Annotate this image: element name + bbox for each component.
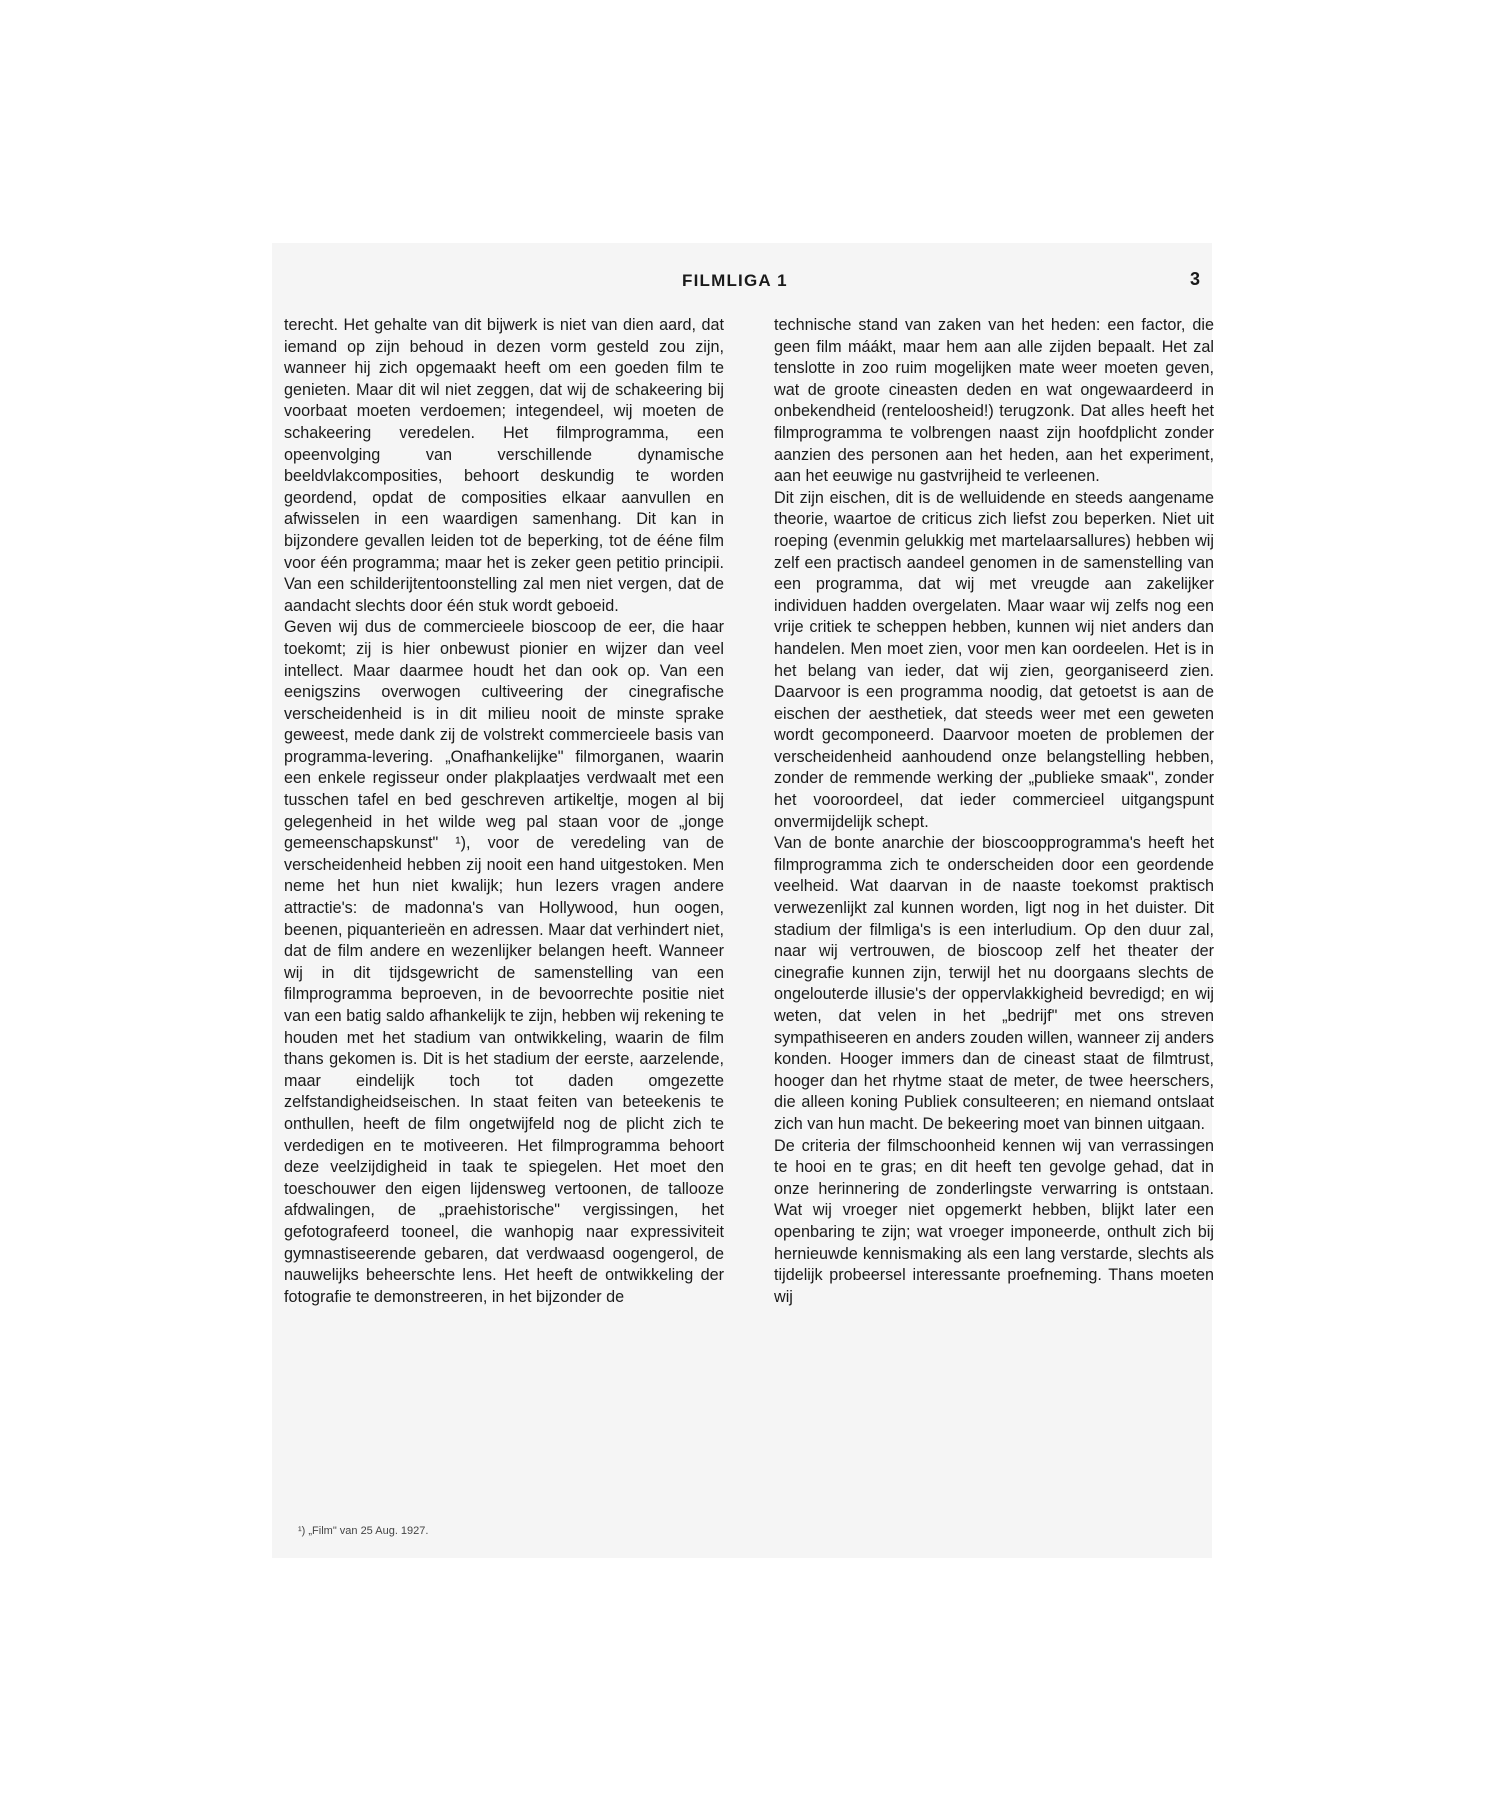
magazine-page: [272, 243, 1212, 1558]
left-column: [284, 315, 724, 1308]
right-column: [774, 315, 1214, 1308]
page-number: 3: [1189, 269, 1200, 289]
paragraph: De criteria der filmschoonheid kennen wij van verrassingen te hooi en te gras; en dit heeft ten gevolge gehad, dat in onze herinnering de zonderlingste verwarring is ontstaan. Wat wij vroeger niet opgemerkt hebben, blijkt later een openbaring te zijn; wat vroeger imponeerde, onthult zich bij hernieuwde kennismaking als een lang verstarde, slechts als tijdelijk probeersel interessante proefneming. Thans moeten wij: [774, 1136, 1214, 1306]
paragraph: terecht. Het gehalte van dit bijwerk is niet van dien aard, dat iemand op zijn behoud in dezen vorm gesteld zou zijn, wanneer hij zich opgemaakt heeft om een goeden film te genieten. Maar dit wil niet zeggen, dat wij de schakeering bij voorbaat moeten verdoemen; integendeel, wij moeten de schakeering veredelen. Het filmprogramma, een opeenvolging van verschillende dynamische beeldvlakcomposities, behoort deskundig te worden geordend, opdat de composities elkaar aanvullen en afwisselen in een waardigen samenhang. Dit kan in bijzondere gevallen leiden tot de beperking, tot de ééne film voor één programma; maar het is zeker geen petitio principii. Van een schilderijtentoonstelling zal men niet vergen, dat de aandacht slechts door één stuk wordt geboeid.: [284, 316, 724, 615]
paragraph: technische stand van zaken van het heden: een factor, die geen film máákt, maar hem aan alle zijden bepaalt. Het zal tenslotte in zoo ruim mogelijken mate weer moeten geven, wat de groote cineasten deden en wat ongewaardeerd in onbekendheid (renteloosheid!) terugzonk. Dat alles heeft het filmprogramma te volbrengen naast zijn hoofdplicht zonder aanzien des personen aan het heden, aan het experiment, aan het eeuwige nu gastvrijheid te verleenen.: [774, 316, 1214, 486]
paragraph: Dit zijn eischen, dit is de welluidende en steeds aangename theorie, waartoe de criticus zich liefst zou beperken. Niet uit roeping (evenmin gelukkig met martelaarsallures) hebben wij zelf een practisch aandeel genomen in de samenstelling van een programma, dat wij met vreugde aan zakelijker individuen hadden overgelaten. Maar waar wij zelfs nog een vrije critiek te scheppen hebben, kunnen wij niet anders dan handelen. Men moet zien, voor men kan oordeelen. Het is in het belang van ieder, dat wij zien, georganiseerd zien. Daarvoor is een programma noodig, dat getoetst is aan de eischen der aesthetiek, dat steeds weer met een geweten wordt gecomponeerd. Daarvoor moeten de problemen der verscheidenheid aanhoudend onze belangstelling hebben, zonder de remmende werking der „publieke smaak", zonder het vooroordeel, dat ieder commercieel uitgangspunt onvermijdelijk schept.: [774, 488, 1214, 831]
paragraph: Geven wij dus de commercieele bioscoop de eer, die haar toekomt; zij is hier onbewust pionier en wijzer dan veel intellect. Maar daarmee houdt het dan ook op. Van een eenigszins overwogen cultiveering der cinegrafische verscheidenheid is in dit milieu nooit de minste sprake geweest, mede dank zij de volstrekt commercieele basis van programma-levering. „Onafhankelijke" filmorganen, waarin een enkele regisseur onder plakplaatjes verdwaalt met een tusschen tafel en bed geschreven artikeltje, mogen al bij gelegenheid in het wilde weg pal staan voor de „jonge gemeenschapskunst" ¹), voor de veredeling van de verscheidenheid hebben zij nooit een hand uitgestoken. Men neme het hun niet kwalijk; hun lezers vragen andere attractie's: de madonna's van Hollywood, hun oogen, beenen, piquanterieën en adressen. Maar dat verhindert niet, dat de film andere en wezenlijker belangen heeft. Wanneer wij in dit tijdsgewricht de samenstelling van een filmprogramma beproeven, in de bevoorrechte positie niet van een batig saldo afhankelijk te zijn, hebben wij rekening te houden met het stadium van ontwikkeling, waarin de film thans gekomen is. Dit is het stadium der eerste, aarzelende, maar eindelijk toch tot daden omgezette zelfstandigheidseischen. In staat feiten van beteekenis te onthullen, heeft de film ongetwijfeld nog de plicht zich te verdedigen en te motiveeren. Het filmprogramma behoort deze veelzijdigheid in taak te spiegelen. Het moet den toeschouwer den eigen lijdensweg vertoonen, de tallooze afdwalingen, de „praehistorische" vergissingen, het gefotografeerd tooneel, die wanhopig naar expressiviteit gymnastiseerende gebaren, dat verdwaasd oogengerol, de nauwelijks beheerschte lens. Het heeft de ontwikkeling der fotografie te demonstreeren, in het bijzonder de: [284, 618, 724, 1306]
paragraph: Van de bonte anarchie der bioscoopprogramma's heeft het filmprogramma zich te onderscheiden door een geordende veelheid. Wat daarvan in de naaste toekomst praktisch verwezenlijkt zal kunnen worden, ligt nog in het duister. Dit stadium der filmliga's is een interludium. Op den duur zal, naar wij vertrouwen, de bioscoop zelf het theater der cinegrafie kunnen zijn, terwijl het nu doorgaans slechts de ongelouterde illusie's der oppervlakkigheid bevredigd; en wij weten, dat velen in het „bedrijf" met ons streven sympathiseeren en anders zouden willen, wanneer zij anders konden. Hooger immers dan de cineast staat de filmtrust, hooger dan het rhytme staat de meter, de twee heerschers, die alleen koning Publiek consulteeren; en niemand ontslaat zich van hun macht. De bekeering moet van binnen uitgaan.: [774, 834, 1214, 1133]
page-header: [272, 271, 1212, 301]
footnote: ¹) „Film" van 25 Aug. 1927.: [298, 1525, 429, 1537]
running-title: FILMLIGA 1: [682, 271, 788, 290]
